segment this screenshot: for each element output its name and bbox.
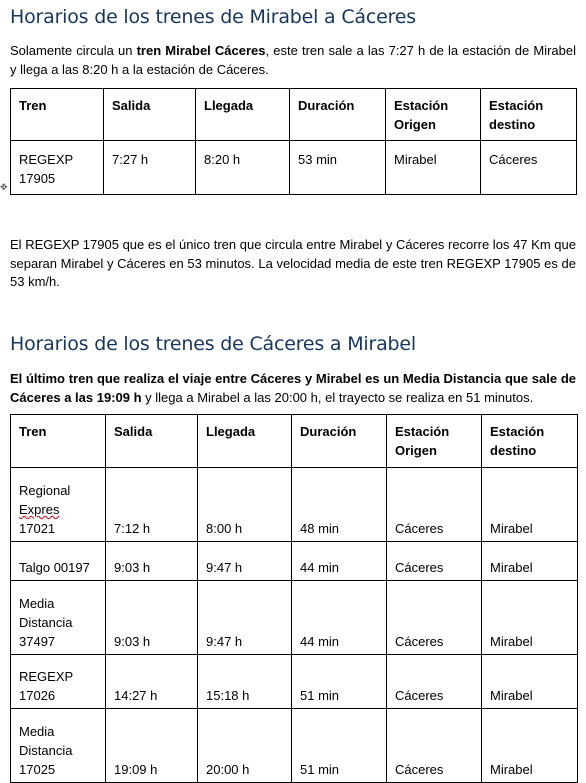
arrival-cell: 20:00 h: [198, 709, 292, 783]
train-name-line: Expres: [19, 502, 60, 517]
destination-cell: Mirabel: [482, 468, 578, 542]
train-cell: REGEXP 17905: [11, 141, 104, 195]
departure-cell: 7:27 h: [104, 141, 196, 195]
destination-cell: Mirabel: [482, 655, 578, 709]
intro-bold-text: tren Mirabel Cáceres: [136, 43, 266, 58]
train-cell: [11, 581, 106, 655]
train-name-line: Distancia: [19, 743, 73, 758]
arrival-cell: 15:18 h: [198, 655, 292, 709]
train-cell: [11, 709, 106, 783]
section1-intro: [10, 42, 576, 79]
train-name-line: Regional: [19, 483, 71, 498]
train-name-line: 17021: [19, 521, 56, 536]
origin-cell: Cáceres: [387, 709, 482, 783]
train-name-line: REGEXP: [19, 669, 74, 684]
origin-cell: Cáceres: [387, 655, 482, 709]
origin-cell: Cáceres: [387, 542, 482, 581]
train-name-line: Distancia: [19, 615, 73, 630]
origin-cell: Cáceres: [387, 581, 482, 655]
section2-intro: [10, 370, 576, 407]
train-name-line: 17025: [19, 762, 56, 777]
duration-cell: 48 min: [292, 468, 387, 542]
departure-cell: 9:03 h: [106, 581, 198, 655]
duration-cell: 44 min: [292, 581, 387, 655]
arrival-cell: 9:47 h: [198, 581, 292, 655]
caceres-mirabel-table: [10, 414, 578, 783]
header-cell: Duración: [292, 415, 387, 468]
train-cell: [11, 468, 106, 542]
table-move-handle-icon[interactable]: ✥: [0, 182, 8, 192]
section1-summary: El REGEXP 17905 que es el único tren que circula entre Mirabel y Cáceres recorre los 47 Km que separan Mirabel y Cáceres en 53 minutos. La velocidad media de este tren REGEXP 17905 es de 53 km/h.: [10, 237, 576, 289]
destination-cell: Mirabel: [482, 581, 578, 655]
duration-cell: 51 min: [292, 709, 387, 783]
header-cell: Salida: [106, 415, 198, 468]
intro-text: y llega a Mirabel a las 20:00 h, el trayecto se realiza en 51 minutos.: [141, 389, 534, 405]
train-cell: [11, 655, 106, 709]
mirabel-caceres-table: [10, 88, 577, 195]
table-row: [11, 468, 578, 542]
header-cell: Tren: [11, 415, 106, 468]
duration-cell: 53 min: [290, 141, 386, 195]
table-row: [11, 655, 578, 709]
table-header-row: [11, 415, 578, 468]
header-cell: Estación Origen: [387, 415, 482, 468]
departure-cell: 7:12 h: [106, 468, 198, 542]
header-cell: Estación destino: [482, 415, 578, 468]
header-cell: Salida: [104, 89, 196, 141]
departure-cell: 9:03 h: [106, 542, 198, 581]
intro-text: , este tren sale a las 7:27 h de la estación de Mirabel y llega a las 8:20 h a la estación de Cáceres.: [10, 43, 576, 77]
arrival-cell: 8:00 h: [198, 468, 292, 542]
duration-cell: 51 min: [292, 655, 387, 709]
table-row: [11, 581, 578, 655]
destination-cell: Mirabel: [482, 542, 578, 581]
section2-heading: Horarios de los trenes de Cáceres a Mirabel: [10, 333, 416, 355]
table-row: [11, 542, 578, 581]
header-cell: Llegada: [196, 89, 290, 141]
header-cell: Tren: [11, 89, 104, 141]
table-row: [11, 141, 577, 195]
arrival-cell: 8:20 h: [196, 141, 290, 195]
intro-text: Solamente circula un: [10, 43, 137, 58]
train-name-line: Media: [19, 596, 55, 611]
train-name-line: 17026: [19, 688, 56, 703]
arrival-cell: 9:47 h: [198, 542, 292, 581]
header-cell: Estación Origen: [386, 89, 481, 141]
destination-cell: Cáceres: [481, 141, 577, 195]
header-cell: Llegada: [198, 415, 292, 468]
train-cell: Talgo 00197: [11, 542, 106, 581]
table-row: [11, 709, 578, 783]
table-header-row: [11, 89, 577, 141]
train-name-line: 37497: [19, 634, 56, 649]
departure-cell: 19:09 h: [106, 709, 198, 783]
departure-cell: 14:27 h: [106, 655, 198, 709]
intro-bold-text: El último tren que realiza el viaje entre Cáceres y Mirabel es un Media Distancia que sale de Cáceres a las 19:09 h: [10, 371, 576, 405]
destination-cell: Mirabel: [482, 709, 578, 783]
header-cell: Duración: [290, 89, 386, 141]
header-cell: Estación destino: [481, 89, 577, 141]
origin-cell: Mirabel: [386, 141, 481, 195]
origin-cell: Cáceres: [387, 468, 482, 542]
train-name-line: Media: [19, 724, 55, 739]
duration-cell: 44 min: [292, 542, 387, 581]
section1-heading: Horarios de los trenes de Mirabel a Cáceres: [10, 6, 416, 28]
